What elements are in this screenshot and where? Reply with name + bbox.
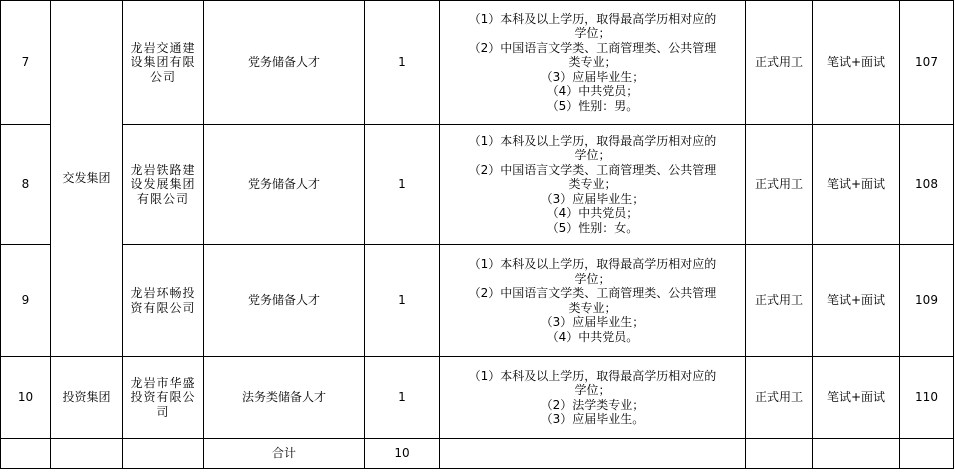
requirement-line: 学位； [574,383,611,397]
requirement-line: （2）中国语言文学类、工商管理类、公共管理 [468,286,717,300]
requirement-line: （2）法学类专业； [540,397,645,412]
empty-cell [900,439,954,469]
row-number: 10 [1,357,51,439]
empty-cell [440,439,746,469]
employer-unit: 龙岩环畅投资有限公司 [123,245,204,357]
requirement-line: （3）应届毕业生； [540,69,645,84]
requirements [440,245,746,357]
empty-cell [746,439,813,469]
position-name: 党务储备人才 [204,245,365,357]
requirement-line: （1）本科及以上学历，取得最高学历相对应的 [468,133,717,148]
empty-cell [123,439,204,469]
requirements [440,125,746,245]
headcount: 1 [365,125,440,245]
exam-method: 笔试+面试 [813,245,900,357]
requirement-line: 类专业； [568,300,617,315]
requirement-line: （1）本科及以上学历，取得最高学历相对应的 [468,368,717,383]
position-code: 110 [900,357,954,439]
employer-unit: 龙岩市华盛投资有限公司 [123,357,204,439]
requirement-line: （2）中国语言文学类、工商管理类、公共管理 [468,40,717,55]
group-name: 投资集团 [51,357,123,439]
employment-type: 正式用工 [746,1,813,125]
employment-type: 正式用工 [746,245,813,357]
requirement-line: （1）本科及以上学历，取得最高学历相对应的 [468,11,717,26]
group-name: 交发集团 [51,1,123,357]
requirement-line: 学位； [574,271,611,286]
total-label: 合计 [204,439,365,469]
employer-unit: 龙岩交通建设集团有限公司 [123,1,204,125]
headcount: 1 [365,245,440,357]
requirement-line: （4）中共党员。 [546,329,639,344]
requirement-line: （1）本科及以上学历，取得最高学历相对应的 [468,257,717,271]
headcount: 1 [365,357,440,439]
requirement-line: 类专业； [568,177,617,192]
position-code: 107 [900,1,954,125]
employment-type: 正式用工 [746,357,813,439]
empty-cell [1,439,51,469]
requirement-line: （3）应届毕业生。 [540,412,645,426]
empty-cell [51,439,123,469]
table-row [1,1,954,125]
requirement-line: （4）中共党员； [546,206,639,221]
table-row [1,125,954,245]
total-row [1,439,954,469]
requirement-line: （2）中国语言文学类、工商管理类、公共管理 [468,162,717,177]
row-number: 9 [1,245,51,357]
requirement-line: （3）应届毕业生； [540,315,645,329]
exam-method: 笔试+面试 [813,357,900,439]
row-number: 8 [1,125,51,245]
position-code: 108 [900,125,954,245]
exam-method: 笔试+面试 [813,1,900,125]
requirement-line: （3）应届毕业生； [540,191,645,206]
requirements [440,1,746,125]
requirements [440,357,746,439]
requirement-line: （5）性别：男。 [546,98,639,113]
total-count: 10 [365,439,440,469]
position-code: 109 [900,245,954,357]
position-name: 法务类储备人才 [204,357,365,439]
requirement-line: （5）性别：女。 [546,220,639,235]
position-name: 党务储备人才 [204,125,365,245]
requirement-line: 学位； [574,26,611,41]
table-row [1,357,954,439]
exam-method: 笔试+面试 [813,125,900,245]
requirement-line: 学位； [574,148,611,163]
headcount: 1 [365,1,440,125]
employer-unit: 龙岩铁路建设发展集团有限公司 [123,125,204,245]
position-name: 党务储备人才 [204,1,365,125]
empty-cell [813,439,900,469]
employment-type: 正式用工 [746,125,813,245]
requirement-line: 类专业； [568,55,617,70]
table-row [1,245,954,357]
row-number: 7 [1,1,51,125]
requirement-line: （4）中共党员； [546,84,639,99]
